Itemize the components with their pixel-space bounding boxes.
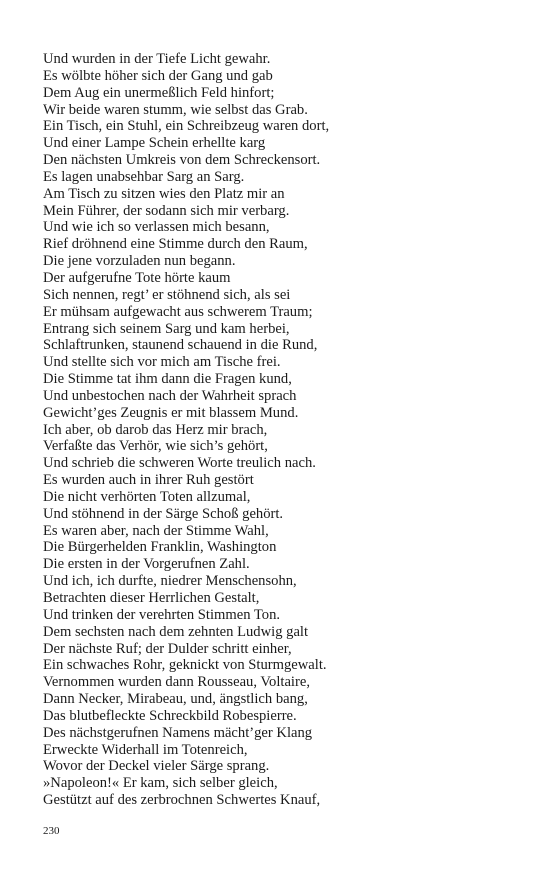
poem-line: Und ich, ich durfte, niedrer Menschensohn, [43,573,297,590]
poem-line: Und stöhnend in der Särge Schoß gehört. [43,505,284,522]
poem-line: Schlaftrunken, staunend schauend in die Rund, [43,337,318,354]
poem-line: Dem sechsten nach dem zehnten Ludwig galt [43,623,309,640]
poem-line: Und stellte sich vor mich am Tische frei. [43,354,281,371]
poem-line: Und unbestochen nach der Wahrheit sprach [43,387,297,404]
poem-line: Betrachten dieser Herrlichen Gestalt, [43,590,260,606]
poem-line: Die nicht verhörten Toten allzumal, [43,488,251,505]
poem-line: Es lagen unabsehbar Sarg an Sarg. [43,168,245,185]
poem-line: Erweckte Widerhall im Totenreich, [43,741,248,758]
poem-line: Ein schwaches Rohr, geknickt von Sturmgewalt. [43,657,327,674]
poem-line: Es wurden auch in ihrer Ruh gestört [43,472,254,489]
poem-line: Der aufgerufne Tote hörte kaum [43,269,231,286]
poem-line: Die jene vorzuladen nun begann. [43,253,236,270]
poem-line: Wovor der Deckel vieler Särge sprang. [43,758,270,775]
poem-line: Ein Tisch, ein Stuhl, ein Schreibzeug waren dort, [43,118,330,135]
poem-line: Wir beide waren stumm, wie selbst das Grab. [43,101,308,118]
poem-line: Rief dröhnend eine Stimme durch den Raum, [43,236,308,253]
poem-line: Und wie ich so verlassen mich besann, [43,219,270,236]
poem-line: Dem Aug ein unermeßlich Feld hinfort; [43,84,275,101]
poem-line: Vernommen wurden dann Rousseau, Voltaire, [43,674,310,691]
poem-line: Gewicht’ges Zeugnis er mit blassem Mund. [43,404,299,421]
poem-line: Entrang sich seinem Sarg und kam herbei, [43,320,290,337]
poem-line: Und schrieb die schweren Worte treulich nach. [43,455,316,472]
poem-line: Die Bürgerhelden Franklin, Washington [43,539,277,556]
poem-line: »Napoleon!« Er kam, sich selber gleich, [43,775,278,792]
poem-line: Und trinken der verehrten Stimmen Ton. [43,606,281,623]
poem-line: Des nächstgerufnen Namens mächt’ger Klang [43,724,313,741]
poem-line: Dann Necker, Mirabeau, und, ängstlich bang, [43,691,308,708]
page-number: 230 [43,825,60,837]
poem-line: Verfaßte das Verhör, wie sich’s gehört, [43,438,268,455]
poem-line: Ich aber, ob darob das Herz mir brach, [43,421,268,438]
poem-line: Gestützt auf des zerbrochnen Schwertes Knauf, [43,792,321,809]
poem-line: Er mühsam aufgewacht aus schwerem Traum; [43,303,313,320]
poem-text [43,51,329,809]
poem-line: Der nächste Ruf; der Dulder schritt einher, [43,640,292,657]
poem-line: Mein Führer, der sodann sich mir verbarg. [43,202,290,219]
poem-line: Und einer Lampe Schein erhellte karg [43,135,266,152]
poem-line: Es wölbte höher sich der Gang und gab [43,67,273,84]
poem-line: Am Tisch zu sitzen wies den Platz mir an [43,185,285,202]
poem-line: Sich nennen, regt’ er stöhnend sich, als sei [43,286,291,303]
poem-line: Es waren aber, nach der Stimme Wahl, [43,522,269,539]
poem-line: Und wurden in der Tiefe Licht gewahr. [43,51,271,67]
poem-line: Die Stimme tat ihm dann die Fragen kund, [43,371,292,388]
poem-line: Die ersten in der Vorgerufnen Zahl. [43,556,250,573]
poem-line: Das blutbefleckte Schreckbild Robespierre. [43,707,297,724]
poem-line: Den nächsten Umkreis von dem Schreckensort. [43,152,321,169]
